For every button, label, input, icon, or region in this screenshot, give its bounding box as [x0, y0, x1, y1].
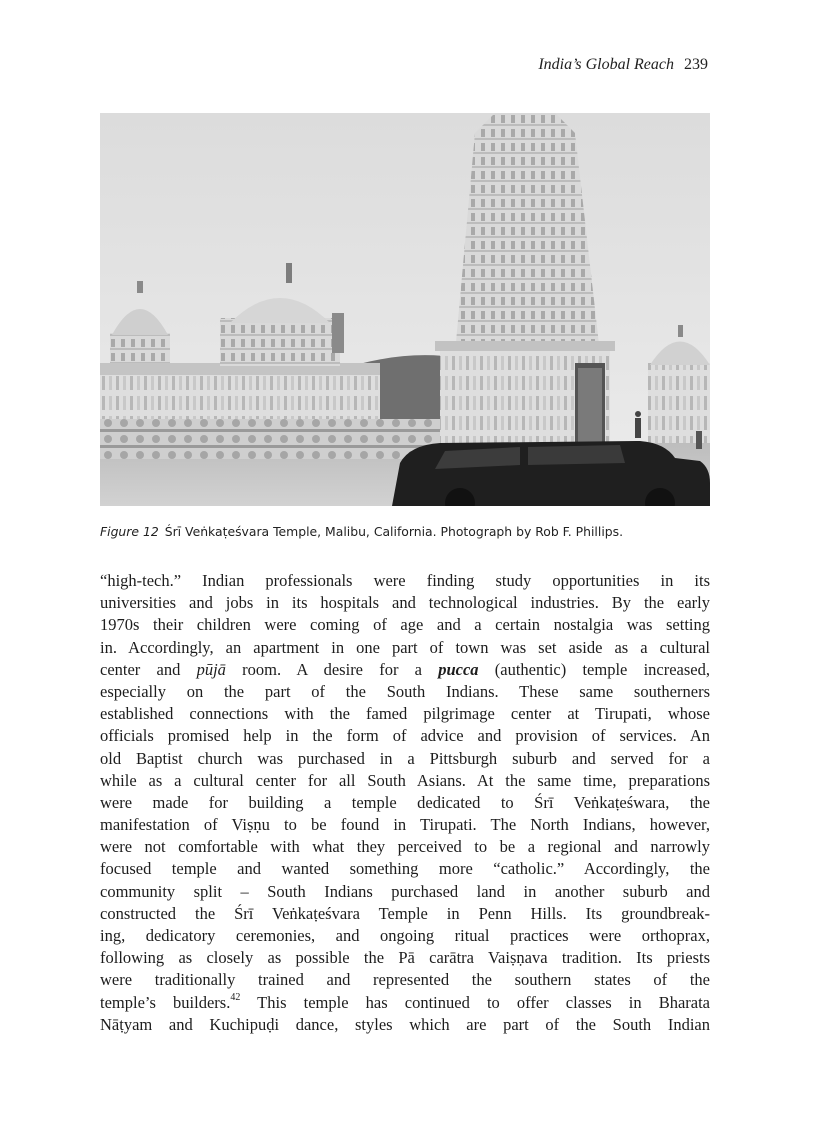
text-segment: temple’s builders. [100, 992, 231, 1012]
text-segment: ing, dedicatory ceremonies, and ongoing ritual practices were orthoprax, [100, 926, 710, 945]
text-segment: focused temple and wanted something more “catholic.” Accordingly, the [100, 859, 710, 879]
text-segment: manifestation of Viṣṇu to be found in Tirupati. The North Indians, however, [100, 815, 710, 835]
text-line [100, 681, 710, 703]
running-head-title: India’s Global Reach [538, 56, 674, 73]
body-paragraph [100, 570, 710, 1036]
text-line [100, 659, 710, 681]
figure-label: Figure 12 [100, 524, 159, 539]
text-segment: 1970s their children were coming of age and a certain nostalgia was setting [100, 615, 710, 635]
text-segment: center and [100, 659, 197, 679]
text-line [100, 748, 710, 770]
text-line [100, 836, 710, 858]
text-segment: were traditionally trained and represented the southern states of the [100, 970, 710, 990]
text-line [100, 814, 710, 836]
text-line [100, 969, 710, 991]
page-number: 239 [684, 56, 708, 73]
text-line [100, 903, 710, 925]
text-segment: following as closely as possible the Pā carātra Vaiṣṇava tradition. Its priests [100, 948, 710, 968]
text-line [100, 725, 710, 747]
text-line [100, 614, 710, 636]
running-head [538, 56, 708, 74]
text-segment: community split – South Indians purchased land in another suburb and [100, 881, 710, 901]
temple-photograph [100, 113, 710, 506]
footnote-ref: 42 [230, 992, 241, 1004]
text-segment: universities and jobs in its hospitals and technological industries. By the early [100, 593, 710, 613]
text-line [100, 770, 710, 792]
figure-caption-text: Śrī Veṅkaṭeśvara Temple, Malibu, California. Photograph by Rob F. Phillips. [164, 524, 624, 539]
text-segment: while as a cultural center for all South Asians. At the same time, preparations [100, 770, 710, 790]
text-line [100, 703, 710, 725]
text-line [100, 1014, 710, 1036]
text-line [100, 947, 710, 969]
text-line [100, 881, 710, 903]
text-line [100, 570, 710, 592]
italic-term: pūjā [196, 659, 226, 679]
text-segment: especially on the part of the South Indians. These same southerners [100, 681, 710, 701]
text-line [100, 637, 710, 659]
text-line [100, 792, 710, 814]
text-segment: were not comfortable with what they perceived to be a regional and narrowly [100, 837, 710, 857]
text-segment: were made for building a temple dedicated to Śrī Veṅkaṭeśwara, the [100, 792, 710, 812]
text-segment: (authentic) temple increased, [478, 659, 710, 679]
emphasized-term: pucca [438, 659, 479, 679]
text-segment: This temple has continued to offer classes in Bharata [240, 992, 710, 1012]
text-segment: Nāṭyam and Kuchipuḍi dance, styles which are part of the South Indian [100, 1014, 710, 1034]
text-segment: established connections with the famed pilgrimage center at Tirupati, whose [100, 704, 710, 724]
text-segment: “high-tech.” Indian professionals were finding study opportunities in its [100, 571, 710, 590]
text-line [100, 858, 710, 880]
figure-caption [100, 524, 720, 539]
text-line [100, 592, 710, 614]
text-segment: officials promised help in the form of advice and provision of services. An [100, 726, 710, 746]
text-segment: in. Accordingly, an apartment in one part of town was set aside as a cultural [100, 637, 710, 657]
text-line [100, 925, 710, 947]
text-segment: room. A desire for a [225, 659, 439, 679]
text-segment: constructed the Śrī Veṅkaṭeśvara Temple in Penn Hills. Its groundbreak- [100, 903, 710, 923]
text-segment: old Baptist church was purchased in a Pittsburgh suburb and served for a [100, 748, 710, 768]
text-line [100, 992, 710, 1014]
